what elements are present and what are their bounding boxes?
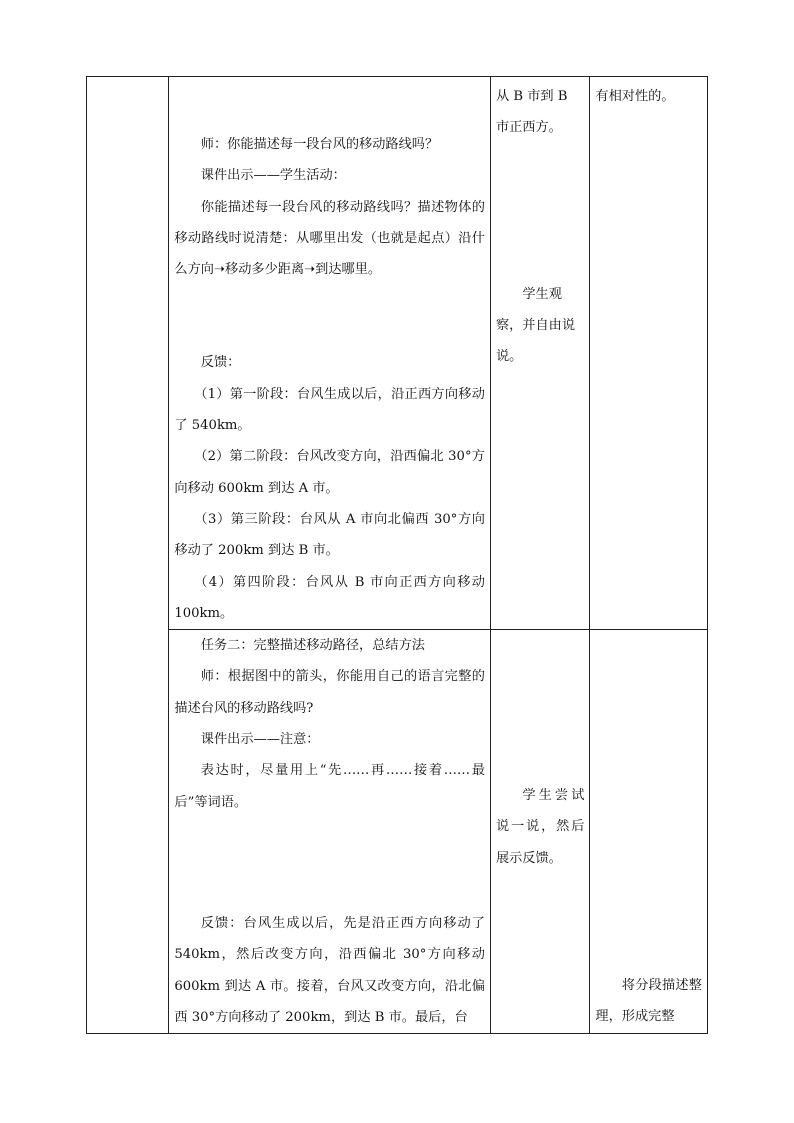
design-intent-cell	[590, 630, 708, 1034]
table-row	[87, 77, 708, 630]
stage-1-text: （1）第一阶段：台风生成以后，沿正西方向移动了 540km。	[174, 386, 485, 434]
teaching-process-cell	[169, 630, 491, 1034]
student-observe-text: 学生观察，并自由说说。	[495, 286, 576, 365]
intent-summary-text: 将分段描述整理，形成完整	[595, 978, 702, 1025]
activity-text: 你能描述每一段台风的移动路线吗？描述物体的移动路线时说清楚：从哪里出发（也就是起点）沿什么方向➝移动多少距离➝到达哪里。	[174, 199, 485, 278]
table-row	[87, 630, 708, 1034]
stage-3-text: （3）第三阶段：台风从 A 市向北偏西 30°方向移动了 200km 到达 B 市。	[174, 511, 485, 559]
teacher-question: 师：你能描述每一段台风的移动路线吗？	[200, 137, 439, 152]
student-activity-cell	[490, 630, 589, 1034]
lesson-plan-table	[86, 76, 708, 1034]
teacher-question: 师：根据图中的箭头，你能用自己的语言完整的描述台风的移动路线吗?	[174, 669, 485, 716]
student-top-text: 从 B 市到 B 市正西方。	[495, 89, 568, 136]
stage-4-text: （4）第四阶段：台风从 B 市向正西方向移动 100km。	[174, 574, 485, 621]
intent-top-text: 有相对性的。	[595, 89, 675, 104]
feedback-label: 反馈：	[200, 355, 241, 371]
stage-cell	[87, 77, 169, 1034]
note-text: 表达时，尽量用上“先……再……接着……最后”等词语。	[174, 763, 485, 810]
courseware-label: 课件出示——学生活动：	[200, 168, 346, 184]
feedback-text: 反馈：台风生成以后，先是沿正西方向移动了540km，然后改变方向，沿西偏北 30°方向移动600km 到达 A 市。接着，台风又改变方向，沿北偏西 30°方向移动了 200km，到达 B 市。最后，台	[174, 915, 485, 1025]
courseware-label: 课件出示——注意：	[200, 732, 320, 748]
student-activity-cell	[490, 77, 589, 630]
teaching-process-cell	[169, 77, 491, 630]
stage-2-text: （2）第二阶段：台风改变方向，沿西偏北 30°方向移动 600km 到达 A 市。	[174, 449, 485, 496]
task-title: 任务二：完整描述移动路径，总结方法	[200, 638, 425, 654]
design-intent-cell	[590, 77, 708, 630]
student-try-text: 学生尝试说一说，然后展示反馈。	[495, 788, 585, 866]
